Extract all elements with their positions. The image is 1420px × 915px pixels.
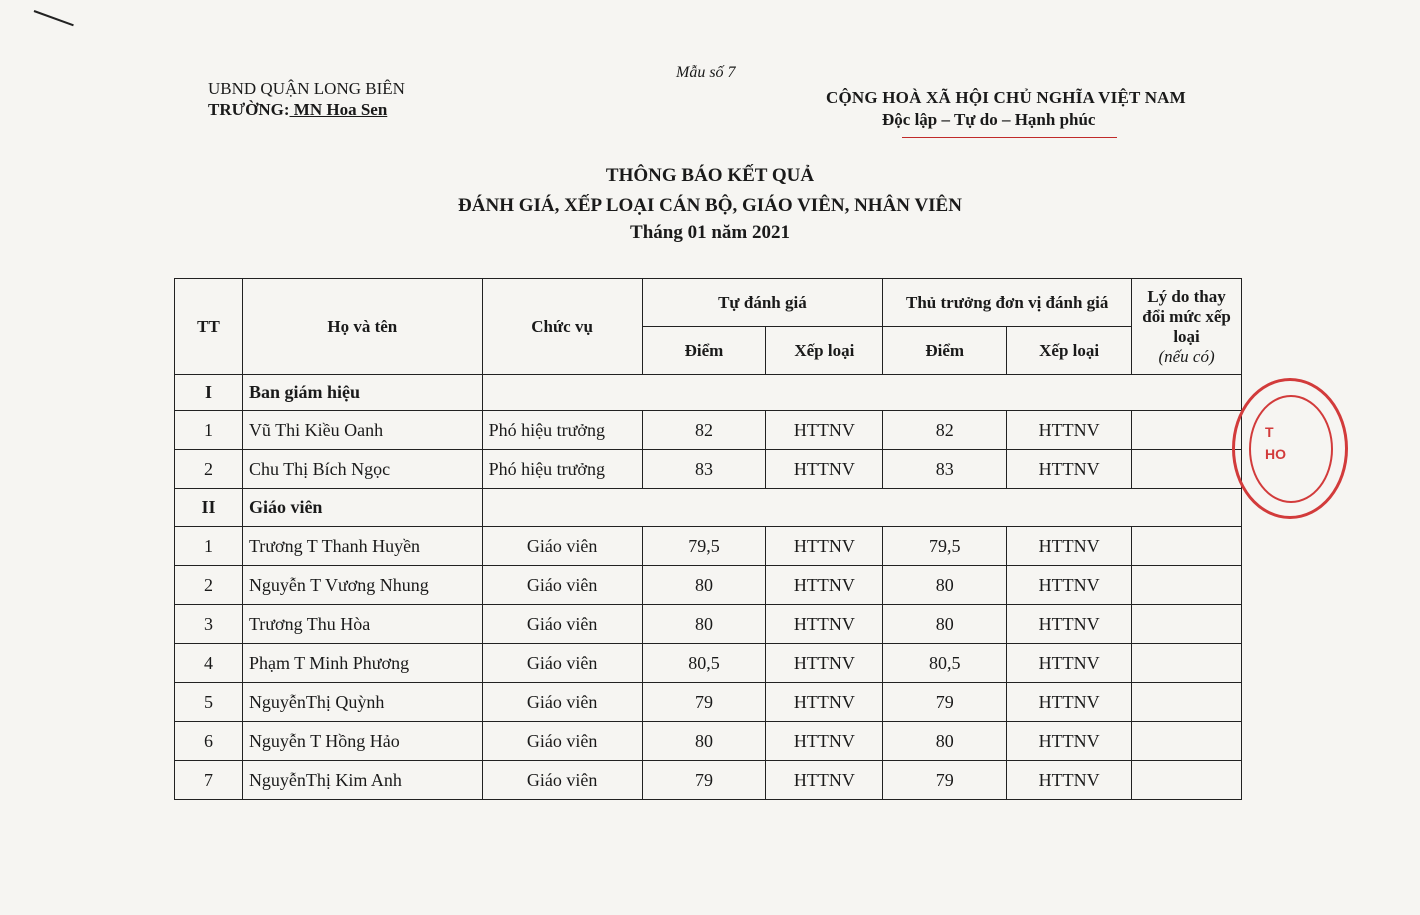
row-head-score: 80,5 (883, 644, 1007, 683)
row-head-score: 79 (883, 683, 1007, 722)
row-head-rank: HTTNV (1007, 605, 1132, 644)
row-self-score: 80 (642, 722, 766, 761)
results-table (174, 278, 1242, 800)
row-self-score: 79 (642, 683, 766, 722)
row-head-rank: HTTNV (1007, 450, 1132, 489)
motto-underline (902, 137, 1117, 138)
row-head-score: 80 (883, 605, 1007, 644)
row-self-rank: HTTNV (766, 527, 883, 566)
row-position: Giáo viên (482, 605, 642, 644)
row-number: 4 (175, 644, 243, 683)
row-self-rank: HTTNV (766, 450, 883, 489)
row-reason (1132, 527, 1242, 566)
table-row (175, 411, 1242, 450)
row-head-rank: HTTNV (1007, 527, 1132, 566)
row-name: Phạm T Minh Phương (242, 644, 482, 683)
row-position: Giáo viên (482, 683, 642, 722)
row-reason (1132, 644, 1242, 683)
section-filler (482, 489, 1241, 527)
row-number: 2 (175, 566, 243, 605)
row-head-rank: HTTNV (1007, 683, 1132, 722)
row-reason (1132, 450, 1242, 489)
table-row (175, 527, 1242, 566)
row-self-rank: HTTNV (766, 411, 883, 450)
header-row-1 (175, 279, 1242, 327)
reason-label: Lý do thay đổi mức xếp loại (1142, 286, 1231, 346)
row-name: NguyễnThị Kim Anh (242, 761, 482, 800)
row-number: 1 (175, 527, 243, 566)
col-header-head-rank: Xếp loại (1007, 327, 1132, 375)
section-title: Giáo viên (242, 489, 482, 527)
row-position: Giáo viên (482, 566, 642, 605)
section-number: I (175, 375, 243, 411)
row-head-rank: HTTNV (1007, 761, 1132, 800)
table-row (175, 450, 1242, 489)
col-header-self-rank: Xếp loại (766, 327, 883, 375)
row-position: Phó hiệu trưởng (482, 450, 642, 489)
row-head-rank: HTTNV (1007, 411, 1132, 450)
row-position: Phó hiệu trưởng (482, 411, 642, 450)
stamp-text-line2: HO (1265, 446, 1286, 462)
col-header-reason (1132, 279, 1242, 375)
section-number: II (175, 489, 243, 527)
row-number: 5 (175, 683, 243, 722)
col-header-self-score: Điểm (642, 327, 766, 375)
stamp-text-line1: T (1265, 424, 1274, 440)
row-position: Giáo viên (482, 644, 642, 683)
row-reason (1132, 722, 1242, 761)
school-name (208, 100, 387, 120)
row-self-score: 80,5 (642, 644, 766, 683)
row-reason (1132, 566, 1242, 605)
row-head-score: 79,5 (883, 527, 1007, 566)
row-position: Giáo viên (482, 761, 642, 800)
row-reason (1132, 683, 1242, 722)
col-header-self: Tự đánh giá (642, 279, 883, 327)
row-self-rank: HTTNV (766, 761, 883, 800)
row-head-score: 82 (883, 411, 1007, 450)
org-authority: UBND QUẬN LONG BIÊN (208, 79, 405, 98)
row-head-score: 80 (883, 566, 1007, 605)
table-row (175, 683, 1242, 722)
col-header-tt: TT (175, 279, 243, 375)
col-header-head-score: Điểm (883, 327, 1007, 375)
pen-mark (34, 10, 74, 26)
row-number: 3 (175, 605, 243, 644)
official-stamp (1232, 378, 1348, 519)
row-position: Giáo viên (482, 722, 642, 761)
doc-title-line2: ĐÁNH GIÁ, XẾP LOẠI CÁN BỘ, GIÁO VIÊN, NHÂN VIÊN (458, 195, 962, 216)
row-self-rank: HTTNV (766, 722, 883, 761)
row-head-rank: HTTNV (1007, 722, 1132, 761)
row-self-rank: HTTNV (766, 683, 883, 722)
section-filler (482, 375, 1241, 411)
row-name: NguyễnThị Quỳnh (242, 683, 482, 722)
row-self-score: 83 (642, 450, 766, 489)
row-name: Nguyễn T Hồng Hảo (242, 722, 482, 761)
row-self-score: 80 (642, 566, 766, 605)
row-number: 6 (175, 722, 243, 761)
section-row (175, 489, 1242, 527)
row-number: 2 (175, 450, 243, 489)
row-reason (1132, 605, 1242, 644)
col-header-position: Chức vụ (482, 279, 642, 375)
reason-note: (nếu có) (1158, 346, 1215, 366)
row-number: 7 (175, 761, 243, 800)
row-self-score: 79 (642, 761, 766, 800)
row-head-score: 79 (883, 761, 1007, 800)
row-head-rank: HTTNV (1007, 644, 1132, 683)
row-number: 1 (175, 411, 243, 450)
row-name: Trương Thu Hòa (242, 605, 482, 644)
table-row (175, 722, 1242, 761)
row-name: Nguyễn T Vương Nhung (242, 566, 482, 605)
table-row (175, 605, 1242, 644)
row-self-rank: HTTNV (766, 605, 883, 644)
row-name: Trương T Thanh Huyền (242, 527, 482, 566)
school-value: MN Hoa Sen (289, 100, 388, 119)
table-row (175, 644, 1242, 683)
row-reason (1132, 761, 1242, 800)
row-self-score: 79,5 (642, 527, 766, 566)
section-title: Ban giám hiệu (242, 375, 482, 411)
row-name: Vũ Thi Kiều Oanh (242, 411, 482, 450)
row-self-score: 80 (642, 605, 766, 644)
row-head-score: 83 (883, 450, 1007, 489)
table-row (175, 566, 1242, 605)
stamp-text (1265, 421, 1286, 465)
table-row (175, 761, 1242, 800)
col-header-name: Họ và tên (242, 279, 482, 375)
row-position: Giáo viên (482, 527, 642, 566)
row-self-score: 82 (642, 411, 766, 450)
school-label: TRƯỜNG: (208, 100, 290, 119)
row-self-rank: HTTNV (766, 566, 883, 605)
row-head-score: 80 (883, 722, 1007, 761)
doc-title-line3: Tháng 01 năm 2021 (630, 222, 790, 243)
row-name: Chu Thị Bích Ngọc (242, 450, 482, 489)
row-reason (1132, 411, 1242, 450)
row-head-rank: HTTNV (1007, 566, 1132, 605)
nation-motto: Độc lập – Tự do – Hạnh phúc (882, 110, 1096, 129)
doc-title-line1: THÔNG BÁO KẾT QUẢ (605, 165, 815, 186)
row-self-rank: HTTNV (766, 644, 883, 683)
form-number: Mẫu số 7 (676, 64, 736, 81)
stamp-inner-ring (1249, 395, 1333, 503)
section-row (175, 375, 1242, 411)
col-header-head: Thủ trưởng đơn vị đánh giá (883, 279, 1132, 327)
nation-title: CỘNG HOÀ XÃ HỘI CHỦ NGHĨA VIỆT NAM (826, 88, 1186, 107)
